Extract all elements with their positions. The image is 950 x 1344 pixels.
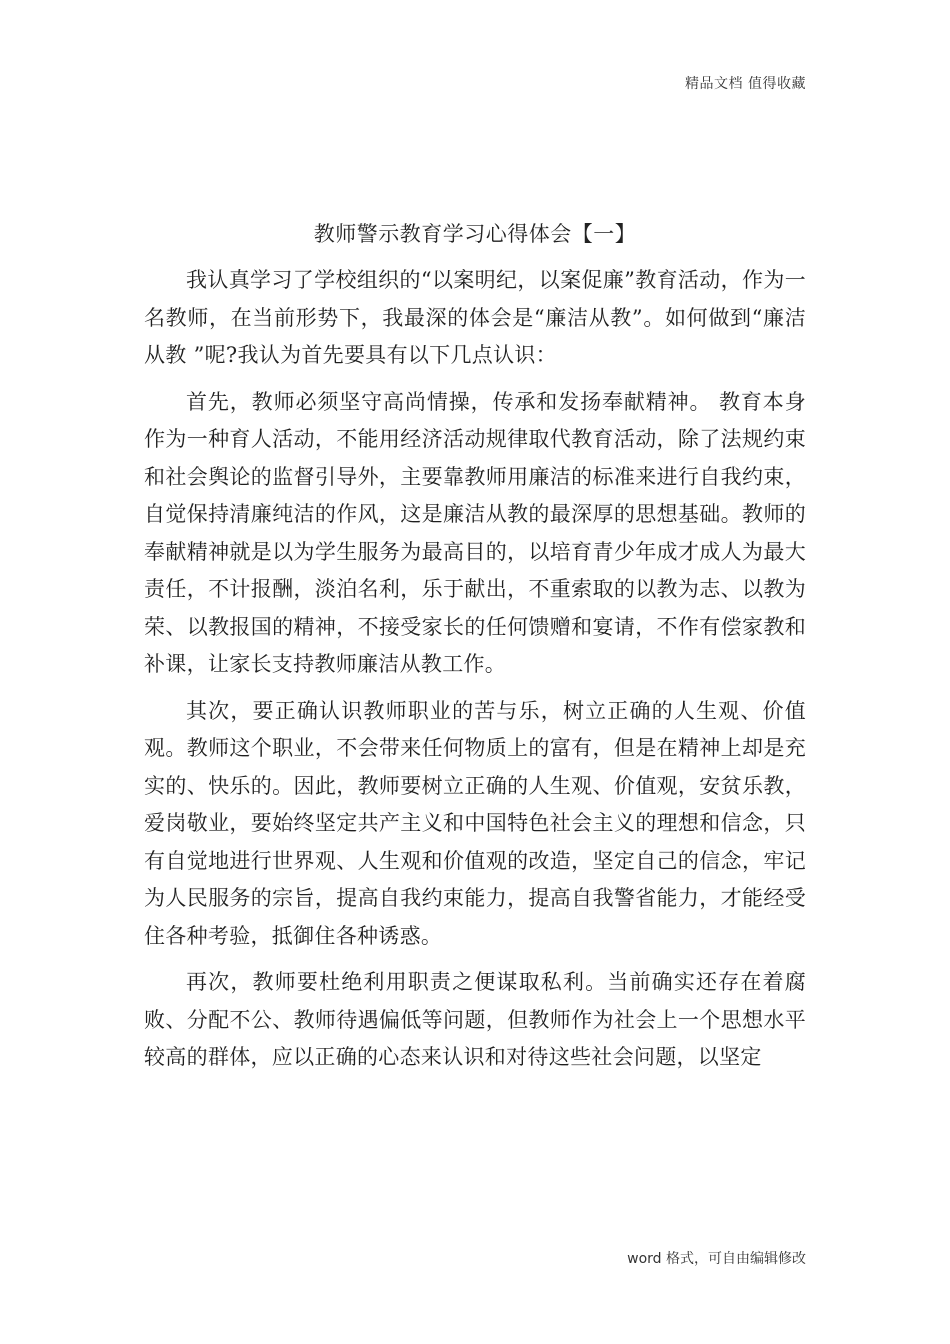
paragraph-third-point: 再次，教师要杜绝利用职责之便谋取私利。当前确实还存在着腐败、分配不公、教师待遇偏低等问题，但教师作为社会上一个思想水平较高的群体，应以正确的心态来认识和对待这些社会问题，以坚定 — [144, 970, 806, 1069]
header-note: 精品文档 值得收藏 — [685, 76, 806, 92]
paragraph-intro: 我认真学习了学校组织的“以案明纪，以案促廉”教育活动，作为一名教师，在当前形势下，我最深的体会是“廉洁从教”。如何做到“廉洁从教 ”呢?我认为首先要具有以下几点认识： — [144, 268, 806, 367]
document-title: 教师警示教育学习心得体会【一】 — [313, 222, 637, 246]
document-body — [144, 262, 806, 1086]
footer-note: word 格式，可自由编辑修改 — [627, 1251, 806, 1267]
paragraph-second-point: 其次，要正确认识教师职业的苦与乐，树立正确的人生观、价值观。教师这个职业，不会带来任何物质上的富有，但是在精神上却是充实的、快乐的。因此，教师要树立正确的人生观、价值观，安贫乐教，爱岗敬业，要始终坚定共产主义和中国特色社会主义的理想和信念，只有自觉地进行世界观、人生观和价值观的改造，坚定自己的信念，牢记为人民服务的宗旨，提高自我约束能力，提高自我警省能力，才能经受住各种考验，抵御住各种诱惑。 — [144, 698, 806, 948]
paragraph-first-point: 首先，教师必须坚守高尚情操，传承和发扬奉献精神。 教育本身作为一种育人活动，不能用经济活动规律取代教育活动，除了法规约束和社会舆论的监督引导外，主要靠教师用廉洁的标准来进行自我约束，自觉保持清廉纯洁的作风，这是廉洁从教的最深厚的思想基础。教师的奉献精神就是以为学生服务为最高目的，以培育青少年成才成人为最大责任，不计报酬，淡泊名利，乐于献出，不重索取的以教为志、以教为荣、以教报国的精神，不接受家长的任何馈赠和宴请，不作有偿家教和补课，让家长支持教师廉洁从教工作。 — [144, 389, 806, 676]
